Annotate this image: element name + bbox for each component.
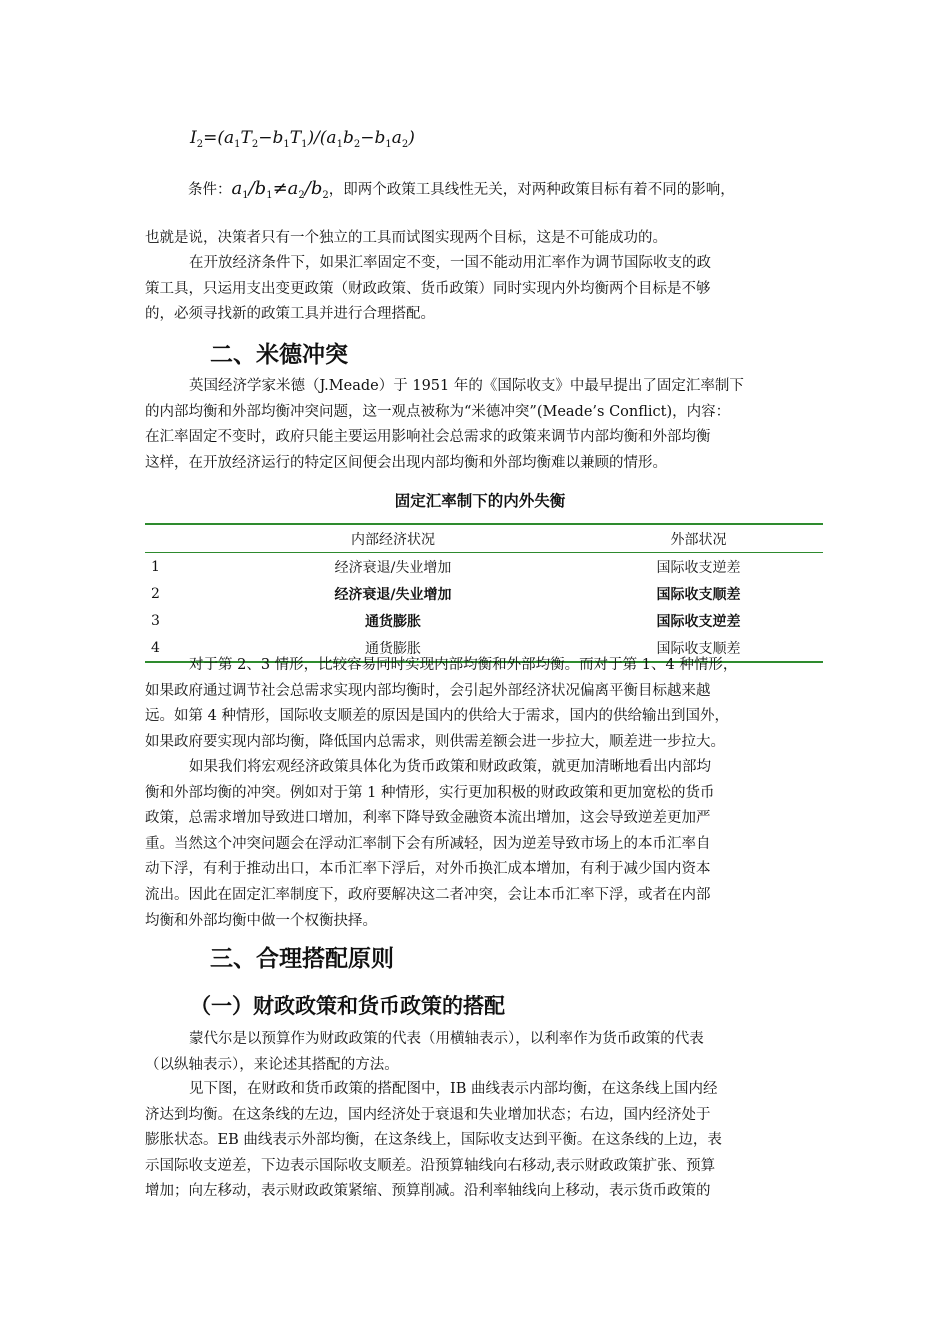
text-line: 这样，在开放经济运行的特定区间便会出现内部均衡和外部均衡难以兼顾的情形。: [145, 454, 667, 471]
row-external: 国际收支逆差: [656, 559, 741, 576]
text-line: 均衡和外部均衡中做一个权衡抉择。: [145, 912, 377, 929]
text-line: 对于第 2、3 情形，比较容易同时实现内部均衡和外部均衡。而对于第 1、4 种情形，: [189, 657, 738, 673]
condition-label: 条件：: [188, 182, 232, 198]
row-external: 国际收支逆差: [656, 613, 741, 630]
text-line: 衡和外部均衡的冲突。例如对于第 1 种情形，实行更加积极的财政政策和更加宽松的货币: [145, 784, 715, 801]
text-line: 见下图，在财政和货币政策的搭配图中，IB 曲线表示内部均衡，在这条线上国内经: [189, 1081, 718, 1097]
condition-text-2: 也就是说，决策者只有一个独立的工具而试图实现两个目标，这是不可能成功的。: [145, 230, 667, 246]
text-line: 增加；向左移动，表示财政政策紧缩、预算削减。沿利率轴线向上移动，表示货币政策的: [145, 1183, 711, 1200]
table-row: [145, 607, 823, 634]
row-index: 2: [151, 585, 160, 602]
text-line: 在汇率固定不变时，政府只能主要运用影响社会总需求的政策来调节内部均衡和外部均衡: [145, 429, 711, 446]
heading-meade-conflict: 二、米德冲突: [210, 342, 348, 368]
table-row: [145, 553, 823, 581]
text-line: 如果政府通过调节社会总需求实现内部均衡时，会引起外部经济状况偏离平衡目标越来越: [145, 682, 711, 699]
row-index: 4: [145, 634, 212, 662]
text-line: 政策，总需求增加导致进口增加，利率下降导致金融资本流出增加，这会导致逆差更加严: [145, 810, 711, 827]
paragraph-open-economy: [145, 251, 815, 328]
text-line: 如果我们将宏观经济政策具体化为货币政策和财政政策，就更加清晰地看出内部均: [189, 759, 711, 775]
header-index: [145, 524, 212, 553]
row-internal: 通货膨胀: [212, 634, 574, 662]
condition-text-1: ，即两个政策工具线性无关，对两种政策目标有着不同的影响，: [328, 182, 735, 198]
text-line: 远。如第 4 种情形，国际收支顺差的原因是国内的供给大于需求，国内的供给输出到国外，: [145, 708, 729, 725]
condition-line: [188, 178, 735, 201]
row-internal: 经济衰退/失业增加: [334, 586, 452, 603]
text-line: 如果政府要实现内部均衡，降低国内总需求，则供需差额会进一步拉大，顺差进一步拉大。: [145, 733, 725, 750]
text-line: 的内部均衡和外部均衡冲突问题，这一观点被称为“米德冲突”(Meade’s Conflict)，内容：: [145, 403, 731, 420]
text-line: 膨胀状态。EB 曲线表示外部均衡，在这条线上，国际收支达到平衡。在这条线的上边，表: [145, 1132, 722, 1149]
paragraph-figure: [145, 1077, 815, 1205]
paragraph-meade: [145, 374, 815, 476]
table-caption: 固定汇率制下的内外失衡: [394, 492, 566, 510]
row-internal: 通货膨胀: [365, 613, 421, 630]
formula-i2: $I_2=(a_1T_2-b_1T_1)/(a_1b_2-b_1a_2)$: [190, 128, 415, 150]
condition-expr: $a_1/b_1\ne a_2/b_2$: [231, 178, 329, 201]
paragraph-policy: [145, 755, 815, 934]
text-line: 蒙代尔是以预算作为财政政策的代表（用横轴表示），以利率作为货币政策的代表: [189, 1031, 704, 1047]
row-external: 国际收支顺差: [574, 634, 823, 662]
text-line: 济达到均衡。在这条线的左边，国内经济处于衰退和失业增加状态；右边，国内经济处于: [145, 1106, 711, 1123]
header-internal: 内部经济状况: [212, 524, 574, 553]
imbalance-table: [145, 523, 823, 663]
header-external: 外部状况: [574, 524, 823, 553]
paragraph-cases: [145, 653, 815, 755]
text-line: （以纵轴表示），来论述其搭配的方法。: [145, 1056, 399, 1073]
row-index: 3: [151, 612, 160, 629]
text-line: 在开放经济条件下，如果汇率固定不变，一国不能动用汇率作为调节国际收支的政: [189, 255, 711, 271]
table-row: [145, 580, 823, 607]
text-line: 流出。因此在固定汇率制度下，政府要解决这二者冲突，会让本币汇率下浮，或者在内部: [145, 886, 711, 903]
text-line: 的，必须寻找新的政策工具并进行合理搭配。: [145, 306, 435, 323]
text-line: 策工具，只运用支出变更政策（财政政策、货币政策）同时实现内外均衡两个目标是不够: [145, 280, 711, 297]
heading-policy-mix: 三、合理搭配原则: [210, 946, 394, 972]
table-header-row: [145, 524, 823, 553]
row-internal: 经济衰退/失业增加: [334, 559, 452, 576]
text-line: 示国际收支逆差，下边表示国际收支顺差。沿预算轴线向右移动,表示财政政策扩张、预算: [145, 1157, 716, 1174]
row-index: 1: [151, 558, 160, 575]
text-line: 重。当然这个冲突问题会在浮动汇率制下会有所减轻，因为逆差导致市场上的本币汇率自: [145, 835, 711, 852]
text-line: 动下浮，有利于推动出口，本币汇率下浮后，对外币换汇成本增加，有利于减少国内资本: [145, 861, 711, 878]
text-line: 英国经济学家米德（J.Meade）于 1951 年的《国际收支》中最早提出了固定汇率制下: [189, 378, 744, 394]
subheading-fiscal-monetary: （一）财政政策和货币政策的搭配: [190, 994, 505, 1018]
row-external: 国际收支顺差: [656, 586, 741, 603]
paragraph-mundell: [145, 1027, 815, 1078]
